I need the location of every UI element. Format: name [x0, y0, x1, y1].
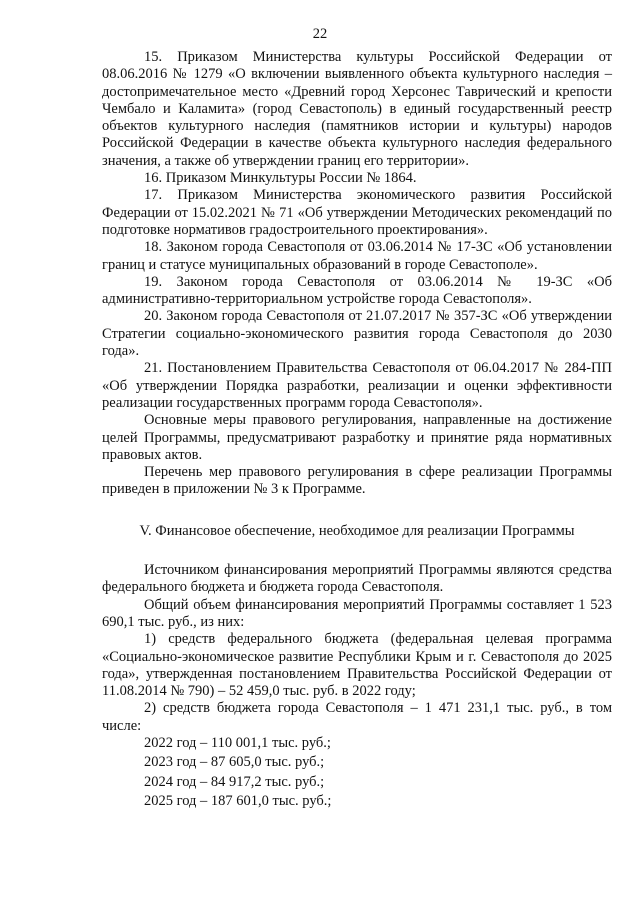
list-item-16: 16. Приказом Минкультуры России № 1864.	[144, 170, 417, 187]
list-item-17: 17. Приказом Министерства экономического развития Российской Федерации от 15.02.2021 № 71 «Об утверждении Методических рекомендаций по подготовке нормативов градостроительного проектирования».	[102, 187, 612, 238]
list-item-19: 19. Законом города Севастополя от 03.06.2014 № 19-ЗС «Об административно-территориальном устройстве города Севастополя».	[102, 273, 612, 308]
document-body	[102, 49, 612, 812]
paragraph-total-funding: Общий объем финансирования мероприятий Программы составляет 1 523 690,1 тыс. руб., из них:	[102, 596, 612, 630]
list-item-18: 18. Законом города Севастополя от 03.06.2014 № 17-ЗС «Об установлении границ и статусе муниципальных образований в городе Севастополе».	[102, 239, 612, 273]
paragraph-federal-budget: 1) средств федерального бюджета (федеральная целевая программа «Социально-экономическое развитие Республики Крым и г. Севастополя до 2025 года», утвержденная постановлением Правительства Российской Федерации от 11.08.2014 № 790) – 52 459,0 тыс. руб. в 2022 году;	[102, 631, 612, 700]
year-line-2024: 2024 год – 84 917,2 тыс. руб.;	[144, 773, 325, 790]
year-line-2023: 2023 год – 87 605,0 тыс. руб.;	[144, 754, 325, 771]
year-line-2022: 2022 год – 110 001,1 тыс. руб.;	[144, 734, 331, 751]
paragraph-legal-measures: Основные меры правового регулирования, направленные на достижение целей Программы, предусматривают разработку и принятие ряда нормативных правовых актов.	[102, 412, 612, 463]
paragraph-city-budget: 2) средств бюджета города Севастополя – 1 471 231,1 тыс. руб., в том числе:	[102, 700, 612, 734]
page-number: 22	[312, 26, 328, 42]
list-item-20: 20. Законом города Севастополя от 21.07.2017 № 357-ЗС «Об утверждении Стратегии социально-экономического развития города Севастополя до 2030 года».	[102, 308, 612, 360]
list-item-21: 21. Постановлением Правительства Севастополя от 06.04.2017 № 284-ПП «Об утверждении Порядка разработки, реализации и оценки эффективности реализации государственных программ города Севастополя».	[102, 360, 612, 411]
year-line-2025: 2025 год – 187 601,0 тыс. руб.;	[144, 792, 332, 809]
section-heading: V. Финансовое обеспечение, необходимое для реализации Программы	[139, 522, 575, 539]
list-item-15: 15. Приказом Министерства культуры Российской Федерации от 08.06.2016 № 1279 «О включении выявленного объекта культурного наследия – достопримечательное место «Древний город Херсонес Таврический и крепости Чембало и Каламита» (город Севастополь) в единый государственный реестр объектов культурного наследия (памятников истории и культуры) народов Российской Федерации в качестве объекта культурного наследия федерального значения, а также об утверждении границ его территории».	[102, 49, 612, 169]
paragraph-measures-list: Перечень мер правового регулирования в сфере реализации Программы приведен в приложении № 3 к Программе.	[102, 464, 612, 498]
paragraph-funding-source: Источником финансирования мероприятий Программы являются средства федерального бюджета и бюджета города Севастополя.	[102, 562, 612, 596]
